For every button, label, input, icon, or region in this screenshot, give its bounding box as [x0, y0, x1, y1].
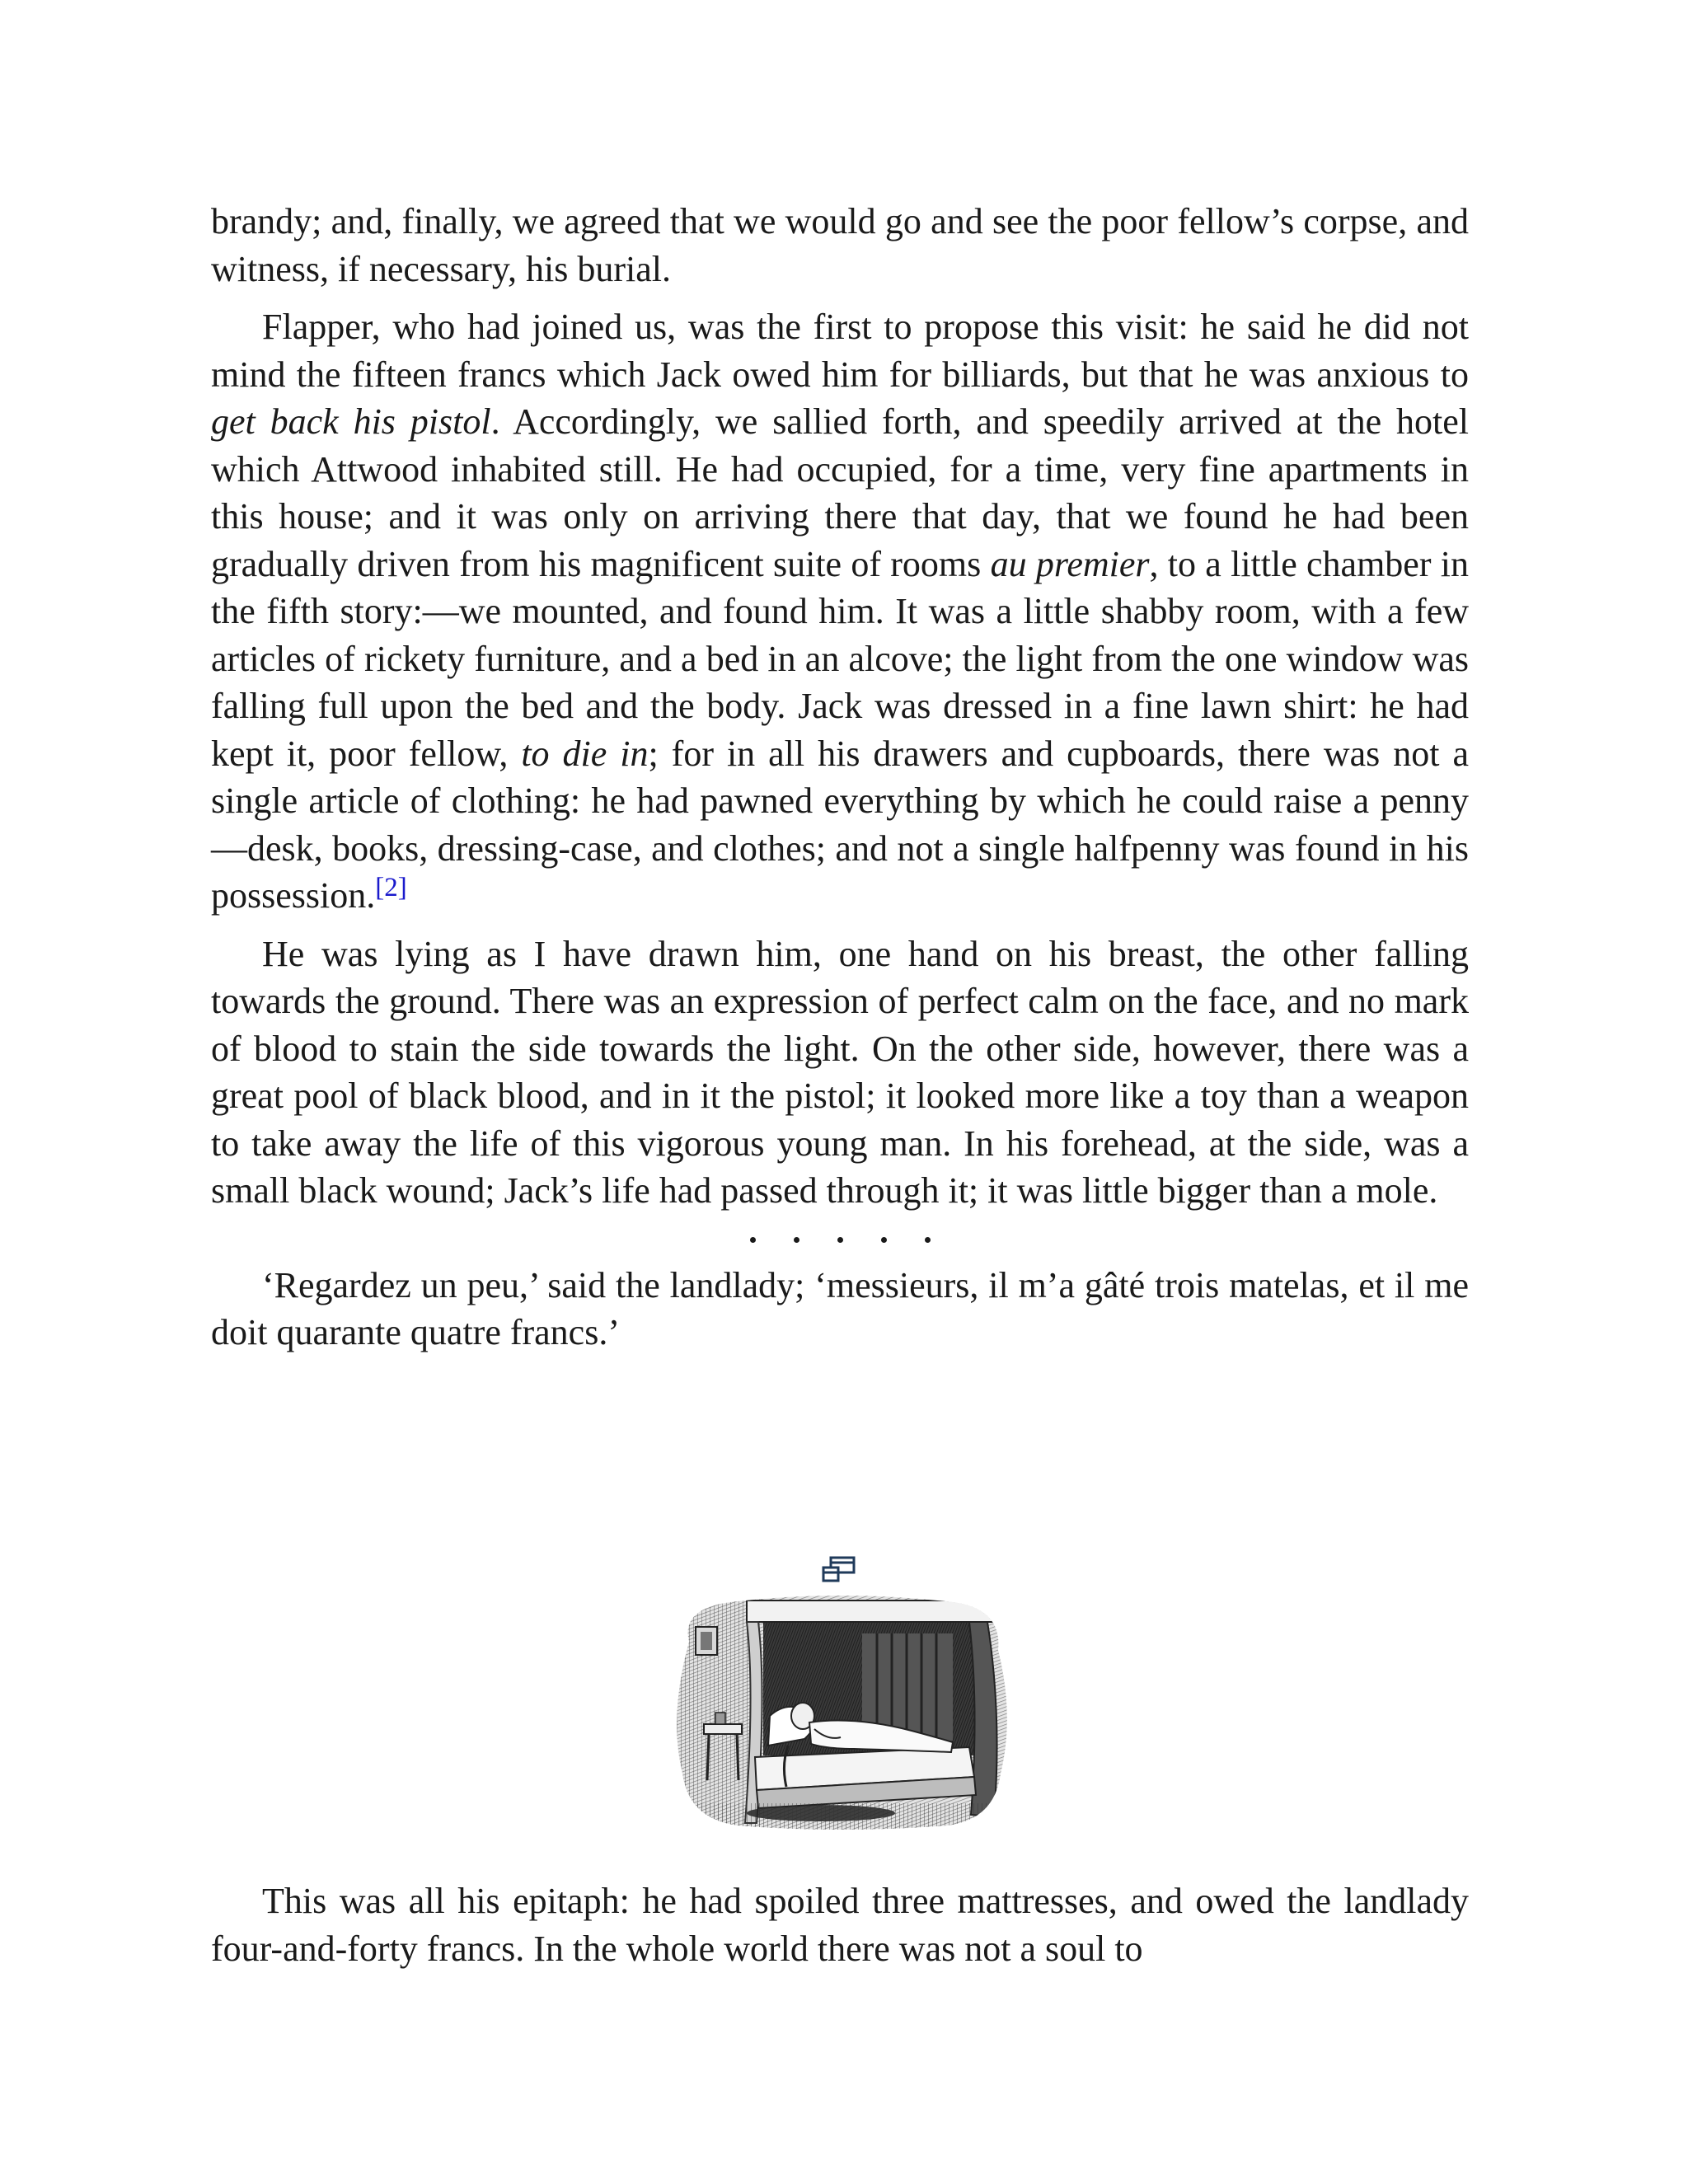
text-run: ‘Regardez un peu,’ said the landlady; ‘messieurs, il m’a gâté trois matelas, et il me doit quarante quatre francs.’ [211, 1264, 1469, 1352]
text-run: Flapper, who had joined us, was the first to propose this visit: he said he did not mind the fifteen francs which Jack owed him for billiards, but that he was anxious to [211, 307, 1469, 395]
engraving-body-on-bed[interactable] [664, 1592, 1019, 1831]
illustration-figure [658, 1556, 1029, 1836]
text-run: ; for in all his drawers and cupboards, there was not a single article of clothing: he had pawned everything by which he could raise a penny—desk, books, dressing-case, and clothes; and not a single halfpenny was found in his possession. [211, 733, 1470, 916]
engraving-scene [664, 1592, 1019, 1831]
text-run: This was all his epitaph: he had spoiled three mattresses, and owed the landlady four-and-forty francs. In the whole world there was not a soul to [211, 1881, 1469, 1969]
paragraph-description [211, 930, 1469, 1215]
separator-dot [750, 1237, 756, 1243]
italic-text: to die in [521, 733, 649, 774]
footnote-link[interactable]: [2] [375, 873, 407, 902]
separator-dot [925, 1237, 931, 1243]
text-run: , to a little chamber in the fifth story:—we mounted, and found him. It was a little shabby room, with a few articles of rickety furniture, and a bed in an alcove; the light from the one window was falling full upon the bed and the body. Jack was dressed in a fine lawn shirt: he had kept it, poor fellow, [211, 543, 1469, 774]
paragraph-visit [211, 303, 1469, 920]
text-block-bottom [211, 1877, 1469, 1983]
separator-dot [794, 1237, 799, 1243]
paragraph-landlady-quote [211, 1262, 1469, 1357]
section-separator-dots [211, 1224, 1469, 1257]
enlarge-image-icon[interactable] [821, 1556, 857, 1584]
paragraph-continued [211, 198, 1469, 293]
separator-dot [881, 1237, 887, 1243]
text-run: brandy; and, finally, we agreed that we would go and see the poor fellow’s corpse, and witness, if necessary, his burial. [211, 201, 1469, 289]
paragraph-epitaph [211, 1877, 1469, 1972]
italic-text: au premier [990, 543, 1150, 584]
text-run: He was lying as I have drawn him, one hand on his breast, the other falling towards the ground. There was an expression of perfect calm on the face, and no mark of blood to stain the side towards the light. On the other side, however, there was a great pool of black blood, and in it the pistol; it looked more like a toy than a weapon to take away the life of this vigorous young man. In his forehead, at the side, was a small black wound; Jack’s life had passed through it; it was little bigger than a mole. [211, 933, 1469, 1211]
separator-dot [837, 1237, 843, 1243]
text-block-top [211, 198, 1469, 1367]
italic-text: get back his pistol [211, 401, 491, 442]
text-run: . Accordingly, we sallied forth, and speedily arrived at the hotel which Attwood inhabited still. He had occupied, for a time, very fine apartments in this house; and it was only on arriving there that day, that we found he had been gradually driven from his magnificent suite of rooms [211, 401, 1469, 584]
